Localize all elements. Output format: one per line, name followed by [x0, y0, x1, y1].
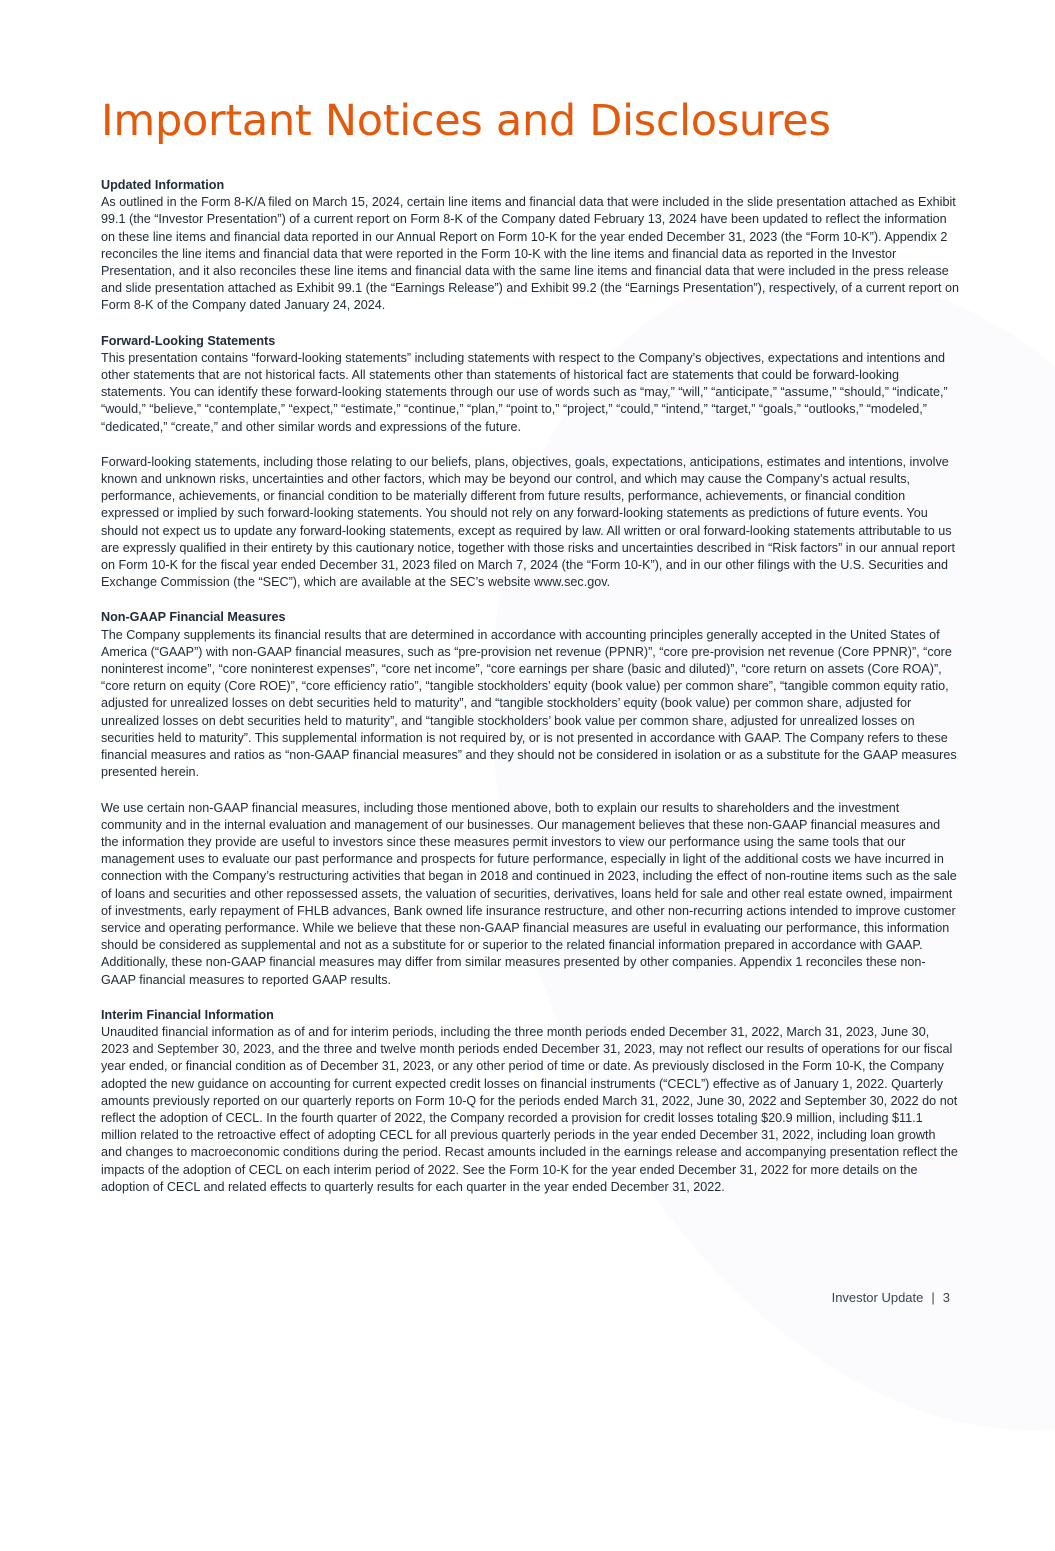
section-heading: Interim Financial Information — [101, 1007, 274, 1022]
page-number: 3 — [942, 1290, 950, 1305]
section-paragraph: As outlined in the Form 8-K/A filed on March 15, 2024, certain line items and financial data that were included in the slide presentation attached as Exhibit 99.1 (the “Investor Presentation”) of a current report on Form 8-K of the Company dated February 13, 2024 have been updated to reflect the information on these line items and financial data reported in our Annual Report on Form 10-K for the year ended December 31, 2023 (the “Form 10-K”). Appendix 2 reconciles the line items and financial data that were reported in the Form 10-K with the line items and financial data as reported in the Investor Presentation, and it also reconciles these line items and financial data with the same line items and financial data that were included in the press release and slide presentation attached as Exhibit 99.1 (the “Earnings Release”) and Exhibit 99.2 (the “Earnings Presentation”), respectively, of a current report on Form 8-K of the Company dated January 24, 2024. — [101, 195, 960, 313]
page-title: Important Notices and Disclosures — [101, 96, 831, 146]
section-paragraph: Forward-looking statements, including those relating to our beliefs, plans, objectives, goals, expectations, anticipations, estimates and intentions, involve known and unknown risks, uncertainties and other factors, which may be beyond our control, and which may cause the Company’s actual results, performance, achievements, or financial condition to be materially different from future results, performance, achievements, or financial condition expressed or implied by such forward-looking statements. You should not rely on any forward-looking statements as predictions of future events. You should not expect us to update any forward-looking statements, except as required by law. All written or oral forward-looking statements attributable to us are expressly qualified in their entirety by this cautionary notice, together with those risks and uncertainties described in “Risk factors” in our annual report on Form 10-K for the fiscal year ended December 31, 2023 filed on March 7, 2024 (the “Form 10-K”), and in our other filings with the U.S. Securities and Exchange Commission (the “SEC”), which are available at the SEC’s website www.sec.gov. — [101, 454, 956, 590]
section-paragraph: This presentation contains “forward-looking statements” including statements with respect to the Company’s objectives, expectations and intentions and other statements that are not historical facts. All statements other than statements of historical fact are statements that could be forward-looking statements. You can identify these forward-looking statements through our use of words such as “may,” “will,” “anticipate,” “assume,” “should,” “indicate,” “would,” “believe,” “contemplate,” “expect,” “estimate,” “continue,” “plan,” “point to,” “project,” “could,” “intend,” “target,” “goals,” “outlooks,” “modeled,” “dedicated,” “create,” and other similar words and expressions of the future. — [101, 350, 948, 434]
document-page — [101, 93, 959, 1214]
section-heading: Updated Information — [101, 178, 225, 192]
section-paragraph: The Company supplements its financial results that are determined in accordance with accounting principles generally accepted in the United States of America (“GAAP”) with non-GAAP financial measures, such as “pre-provision net revenue (PPNR)”, “core pre-provision net revenue (Core PPNR)”, “core noninterest income”, “core noninterest expenses”, “core net income”, “core earnings per share (basic and diluted)”, “core return on assets (Core ROA)”, “core return on equity (Core ROE)”, “core efficiency ratio”, “tangible stockholders’ equity (book value) per common share”, “tangible common equity ratio, adjusted for unrealized losses on debt securities held to maturity”, and “tangible stockholders’ equity (book value) per common share, adjusted for unrealized losses on debt securities held to maturity”, and “tangible stockholders’ book value per common share, adjusted for unrealized losses on securities held to maturity”. This supplemental information is not required by, or is not presented in accordance with GAAP. The Company refers to these financial measures and ratios as “non-GAAP financial measures” and they should not be considered in isolation or as a substitute for the GAAP measures presented herein. — [101, 627, 957, 780]
page-footer — [700, 1289, 950, 1307]
footer-separator: | — [931, 1290, 935, 1305]
section-heading: Forward-Looking Statements — [101, 333, 276, 348]
section-heading: Non-GAAP Financial Measures — [101, 610, 286, 625]
section-paragraph: We use certain non-GAAP financial measures, including those mentioned above, both to explain our results to shareholders and the investment community and in the internal evaluation and management of our businesses. Our management believes that these non-GAAP financial measures and the information they provide are useful to investors since these measures permit investors to view our performance using the same tools that our management uses to evaluate our past performance and prospects for future performance, especially in light of the additional costs we have incurred in connection with the Company’s restructuring activities that began in 2018 and continued in 2023, including the effect of non-routine items such as the sale of loans and securities and other repossessed assets, the valuation of securities, derivatives, loans held for sale and other real estate owned, impairment of investments, early repayment of FHLB advances, Bank owned life insurance restructure, and other non-recurring actions intended to improve customer service and operating performance. While we believe that these non-GAAP financial measures are useful in evaluating our performance, this information should be considered as supplemental and not as a substitute for or superior to the related financial information prepared in accordance with GAAP. Additionally, these non-GAAP financial measures may differ from similar measures presented by other companies. Appendix 1 reconciles these non-GAAP financial measures to reported GAAP results. — [101, 800, 957, 987]
footer-label: Investor Update — [831, 1290, 924, 1305]
section-interim-financial-information — [101, 1007, 959, 1196]
section-non-gaap-measures — [101, 609, 959, 988]
section-updated-information — [101, 177, 959, 315]
section-forward-looking-statements — [101, 333, 959, 592]
section-paragraph: Unaudited financial information as of and for interim periods, including the three month periods ended December 31, 2022, March 31, 2023, June 30, 2023 and September 30, 2023, and the three and twelve month periods ended December 31, 2023, may not reflect our results of operations for our fiscal year ended, or financial condition as of December 31, 2023, or any other period of time or date. As previously disclosed in the Form 10-K, the Company adopted the new guidance on accounting for current expected credit losses on financial instruments (“CECL”) effective as of January 1, 2022. Quarterly amounts previously reported on our quarterly reports on Form 10-Q for the periods ended March 31, 2022, June 30, 2022 and September 30, 2022 do not reflect the adoption of CECL. In the fourth quarter of 2022, the Company recorded a provision for credit losses totaling $20.9 million, including $11.1 million related to the retroactive effect of adopting CECL for all previous quarterly periods in the year ended December 31, 2022, including loan growth and changes to macroeconomic conditions during the period. Recast amounts included in the earnings release and accompanying presentation reflect the impacts of the adoption of CECL on each interim period of 2022. See the Form 10-K for the year ended December 31, 2022 for more details on the adoption of CECL and related effects to quarterly results for each quarter in the year ended December 31, 2022. — [101, 1024, 958, 1194]
